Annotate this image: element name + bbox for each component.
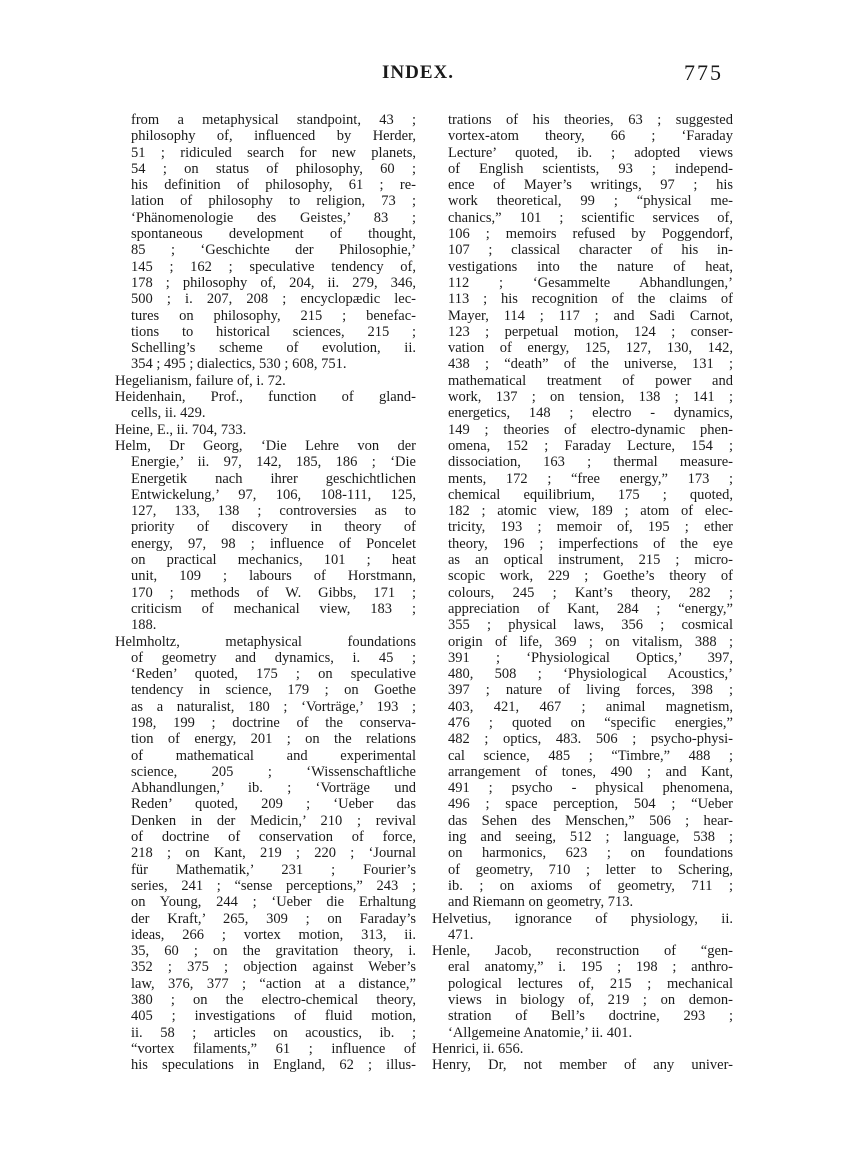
index-line: science, 205 ; ‘Wissenschaftliche xyxy=(131,763,416,780)
index-line: lation of philosophy to religion, 73 ; xyxy=(131,193,416,210)
index-line: of mathematical and experimental xyxy=(131,747,416,764)
index-line: Entwickelung,’ 97, 106, 108-111, 125, xyxy=(131,486,416,503)
index-line: unit, 109 ; labours of Horstmann, xyxy=(131,568,416,585)
index-line: 352 ; 375 ; objection against Weber’s xyxy=(131,959,416,976)
index-line: 397 ; nature of living forces, 398 ; xyxy=(448,682,733,699)
index-line: philosophy of, influenced by Herder, xyxy=(131,128,416,145)
index-line: 51 ; ridiculed search for new planets, xyxy=(131,144,416,161)
index-line: 107 ; classical character of his in- xyxy=(448,242,733,259)
index-line: 218 ; on Kant, 219 ; 220 ; ‘Journal xyxy=(131,845,416,862)
index-line: Heine, E., ii. 704, 733. xyxy=(115,421,247,438)
index-line: dissociation, 163 ; thermal measure- xyxy=(448,454,733,471)
index-line: spontaneous development of thought, xyxy=(131,226,416,243)
index-line: Heidenhain, Prof., function of gland- xyxy=(115,389,416,406)
index-line: work, 137 ; on tension, 138 ; 141 ; xyxy=(448,389,733,406)
index-line: 496 ; space perception, 504 ; “Ueber xyxy=(448,796,733,813)
index-line: arrangement of tones, 490 ; and Kant, xyxy=(448,763,733,780)
index-line: 491 ; psycho - physical phenomena, xyxy=(448,780,733,797)
index-line: cells, ii. 429. xyxy=(131,405,206,422)
index-line: 380 ; on the electro-chemical theory, xyxy=(131,992,416,1009)
index-line: Henry, Dr, not member of any univer- xyxy=(432,1057,733,1074)
index-line: vestigations into the nature of heat, xyxy=(448,258,733,275)
index-line: chanics,” 101 ; scientific services of, xyxy=(448,209,733,226)
index-line: Henle, Jacob, reconstruction of “gen- xyxy=(432,943,733,960)
index-line: ‘Allgemeine Anatomie,’ ii. 401. xyxy=(448,1024,633,1041)
index-line: 391 ; ‘Physiological Optics,’ 397, xyxy=(448,649,733,666)
index-line: series, 241 ; “sense perceptions,” 243 ; xyxy=(131,877,416,894)
index-line: trations of his theories, 63 ; suggested xyxy=(448,112,733,128)
index-line: 113 ; his recognition of the claims of xyxy=(448,291,733,308)
left-column xyxy=(115,112,416,1074)
index-line: 188. xyxy=(131,617,157,634)
index-line: 106 ; memoirs refused by Poggendorf, xyxy=(448,226,733,243)
index-line: 112 ; ‘Gesammelte Abhandlungen,’ xyxy=(448,274,733,291)
index-line: appreciation of Kant, 284 ; “energy,” xyxy=(448,600,733,617)
index-line: 178 ; philosophy of, 204, ii. 279, 346, xyxy=(131,274,416,291)
index-line: cal science, 485 ; “Timbre,” 488 ; xyxy=(448,747,733,764)
index-line: Hegelianism, failure of, i. 72. xyxy=(115,372,286,389)
index-line: views in biology of, 219 ; on demon- xyxy=(448,992,733,1009)
index-line: omena, 152 ; Faraday Lecture, 154 ; xyxy=(448,437,733,454)
index-line: stration of Bell’s doctrine, 293 ; xyxy=(448,1008,733,1025)
index-line: 145 ; 162 ; speculative tendency of, xyxy=(131,258,416,275)
index-line: 405 ; investigations of fluid motion, xyxy=(131,1008,416,1025)
index-line: tricity, 193 ; memoir of, 195 ; ether xyxy=(448,519,733,536)
index-line: Helmholtz, metaphysical foundations xyxy=(115,633,416,650)
index-line: theory, 196 ; imperfections of the eye xyxy=(448,535,733,552)
index-line: his definition of philosophy, 61 ; re- xyxy=(131,177,416,194)
index-line: vortex-atom theory, 66 ; ‘Faraday xyxy=(448,128,733,145)
index-line: of English scientists, 93 ; independ- xyxy=(448,160,733,177)
index-line: mathematical treatment of power and xyxy=(448,372,733,389)
index-line: Lecture’ quoted, ib. ; adopted views xyxy=(448,144,733,161)
index-line: 438 ; “death” of the universe, 131 ; xyxy=(448,356,733,373)
index-line: and Riemann on geometry, 713. xyxy=(448,894,634,911)
index-line: 182 ; atomic view, 189 ; atom of elec- xyxy=(448,503,733,520)
index-line: pological lectures of, 215 ; mechanical xyxy=(448,975,733,992)
index-line: Helvetius, ignorance of physiology, ii. xyxy=(432,910,733,927)
index-line: colours, 245 ; Kant’s theory, 282 ; xyxy=(448,584,733,601)
index-line: Energie,’ ii. 97, 142, 185, 186 ; ‘Die xyxy=(131,454,416,471)
index-line: 480, 508 ; ‘Physiological Acoustics,’ xyxy=(448,666,733,683)
index-line: ii. 58 ; articles on acoustics, ib. ; xyxy=(131,1024,416,1041)
index-line: energetics, 148 ; electro - dynamics, xyxy=(448,405,733,422)
index-line: der Kraft,’ 265, 309 ; on Faraday’s xyxy=(131,910,416,927)
index-line: vation of energy, 125, 127, 130, 142, xyxy=(448,340,733,357)
index-line: on practical mechanics, 101 ; heat xyxy=(131,552,416,569)
index-line: his speculations in England, 62 ; illus- xyxy=(131,1057,416,1074)
index-line: origin of life, 369 ; on vitalism, 388 ; xyxy=(448,633,733,650)
index-line: criticism of mechanical view, 183 ; xyxy=(131,600,416,617)
index-line: Energetik nach ihrer geschichtlichen xyxy=(131,470,416,487)
index-line: Helm, Dr Georg, ‘Die Lehre von der xyxy=(115,437,416,454)
index-line: 471. xyxy=(448,926,474,943)
index-line: of geometry and dynamics, i. 45 ; xyxy=(131,649,416,666)
index-line: das Sehen des Menschen,” 506 ; hear- xyxy=(448,812,733,829)
right-column xyxy=(432,112,733,1074)
index-line: 500 ; i. 207, 208 ; encyclopædic lec- xyxy=(131,291,416,308)
index-line: ing and seeing, 512 ; language, 538 ; xyxy=(448,829,733,846)
index-line: 123 ; perpetual motion, 124 ; conser- xyxy=(448,323,733,340)
index-line: ments, 172 ; “free energy,” 173 ; xyxy=(448,470,733,487)
index-line: tions to historical sciences, 215 ; xyxy=(131,323,416,340)
index-line: tures on philosophy, 215 ; benefac- xyxy=(131,307,416,324)
index-line: tion of energy, 201 ; on the relations xyxy=(131,731,416,748)
index-line: Abhandlungen,’ ib. ; ‘Vorträge und xyxy=(131,780,416,797)
index-line: ‘Reden’ quoted, 175 ; on speculative xyxy=(131,666,416,683)
index-line: 403, 421, 467 ; animal magnetism, xyxy=(448,698,733,715)
index-line: energy, 97, 98 ; influence of Poncelet xyxy=(131,535,416,552)
index-line: 355 ; physical laws, 356 ; cosmical xyxy=(448,617,733,634)
index-line: 35, 60 ; on the gravitation theory, i. xyxy=(131,943,416,960)
index-line: ‘Phänomenologie des Geistes,’ 83 ; xyxy=(131,209,416,226)
index-line: 127, 133, 138 ; controversies as to xyxy=(131,503,416,520)
running-head xyxy=(0,62,850,92)
index-line: scopic work, 229 ; Goethe’s theory of xyxy=(448,568,733,585)
index-line: Mayer, 114 ; 117 ; and Sadi Carnot, xyxy=(448,307,733,324)
index-line: chemical equilibrium, 175 ; quoted, xyxy=(448,486,733,503)
index-line: 149 ; theories of electro-dynamic phen- xyxy=(448,421,733,438)
index-line: of geometry, 710 ; letter to Schering, xyxy=(448,861,733,878)
index-line: “vortex filaments,” 61 ; influence of xyxy=(131,1040,416,1057)
index-line: 476 ; quoted on “specific energies,” xyxy=(448,714,733,731)
index-line: 54 ; on status of philosophy, 60 ; xyxy=(131,160,416,177)
index-line: on Young, 244 ; ‘Ueber die Erhaltung xyxy=(131,894,416,911)
index-line: 85 ; ‘Geschichte der Philosophie,’ xyxy=(131,242,416,259)
index-line: Reden’ quoted, 209 ; ‘Ueber das xyxy=(131,796,416,813)
index-line: on harmonics, 623 ; on foundations xyxy=(448,845,733,862)
index-line: eral anatomy,” i. 195 ; 198 ; anthro- xyxy=(448,959,733,976)
index-line: Henrici, ii. 656. xyxy=(432,1040,524,1057)
index-line: as a naturalist, 180 ; ‘Vorträge,’ 193 ; xyxy=(131,698,416,715)
index-line: Schelling’s scheme of evolution, ii. xyxy=(131,340,416,357)
index-line: ence of Mayer’s writings, 97 ; his xyxy=(448,177,733,194)
index-line: Denken in der Medicin,’ 210 ; revival xyxy=(131,812,416,829)
index-line: law, 376, 377 ; “action at a distance,” xyxy=(131,975,416,992)
index-line: 354 ; 495 ; dialectics, 530 ; 608, 751. xyxy=(131,356,347,373)
index-line: as an optical instrument, 215 ; micro- xyxy=(448,552,733,569)
index-line: ideas, 266 ; vortex motion, 313, ii. xyxy=(131,926,416,943)
index-line: 482 ; optics, 483. 506 ; psycho-physi- xyxy=(448,731,733,748)
index-line: from a metaphysical standpoint, 43 ; xyxy=(131,112,416,128)
index-line: 170 ; methods of W. Gibbs, 171 ; xyxy=(131,584,416,601)
index-line: tendency in science, 179 ; on Goethe xyxy=(131,682,416,699)
index-line: ib. ; on axioms of geometry, 711 ; xyxy=(448,877,733,894)
page-title: INDEX. xyxy=(382,62,454,83)
index-line: für Mathematik,’ 231 ; Fourier’s xyxy=(131,861,416,878)
index-line: of doctrine of conservation of force, xyxy=(131,829,416,846)
index-line: 198, 199 ; doctrine of the conserva- xyxy=(131,714,416,731)
index-line: work theoretical, 99 ; “physical me- xyxy=(448,193,733,210)
index-line: priority of discovery in theory of xyxy=(131,519,416,536)
page-number: 775 xyxy=(684,60,723,85)
